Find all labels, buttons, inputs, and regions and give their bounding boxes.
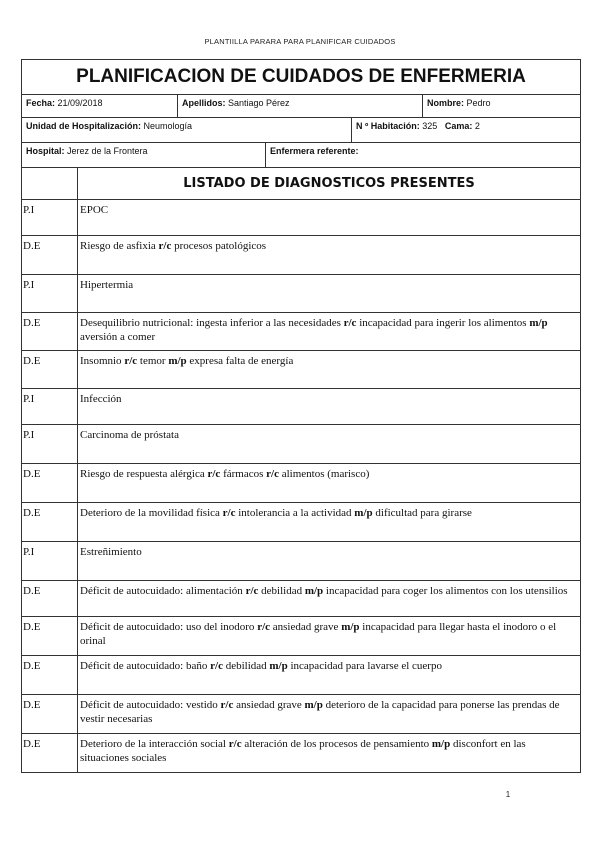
unidad-value: Neumología [141,121,193,131]
diagnosis-code: D.E [22,656,78,694]
diagnosis-phrase: Déficit de autocuidado: baño [80,660,211,672]
diagnosis-phrase: disconfort en las situaciones sociales [80,738,526,764]
diagnosis-code: D.E [22,695,78,733]
diagnosis-phrase: expresa falta de energía [186,355,294,367]
hospital-label: Hospital: [26,146,65,156]
diagnosis-code: D.E [22,617,78,655]
diagnosis-text [78,542,580,580]
diagnosis-phrase: debilidad [222,660,270,672]
diagnosis-connector: r/c [210,660,223,672]
diagnosis-phrase: Desequilibrio nutricional: ingesta inferior a las necesidades [80,317,344,329]
diagnosis-row [22,464,580,503]
diagnosis-phrase: Estreñimiento [80,546,142,558]
diagnosis-code: D.E [22,236,78,274]
diagnosis-phrase: Riesgo de respuesta alérgica [80,468,208,480]
diagnosis-connector: m/p [304,699,323,711]
diagnosis-phrase: Infección [80,393,122,405]
page-number: 1 [505,790,511,799]
diagnosis-text [78,236,580,274]
diagnosis-code: P.I [22,200,78,235]
diagnosis-phrase: alimentos (marisco) [278,468,370,480]
patient-info-row-2 [22,118,580,143]
diagnosis-code: D.E [22,351,78,388]
diagnosis-text [78,581,580,616]
diagnosis-text [78,734,580,772]
diagnosis-connector: m/p [431,738,451,750]
diagnosis-code: P.I [22,425,78,463]
diagnosis-text [78,351,580,388]
apellidos-value: Santiago Pérez [225,98,290,108]
enfermera-label: Enfermera referente: [270,146,359,156]
diagnosis-text [78,425,580,463]
diagnosis-connector: r/c [228,738,242,750]
diagnosis-connector: r/c [222,507,236,519]
unidad-label: Unidad de Hospitalización: [26,121,142,131]
diagnosis-phrase: dificultad para girarse [372,507,472,519]
fecha-value: 21/09/2018 [55,98,103,108]
diagnosis-connector: m/p [341,621,360,633]
fecha-cell [22,95,178,117]
diagnosis-connector: r/c [245,585,259,597]
diagnosis-connector: r/c [266,468,279,480]
page-header: PLANTIILLA PARARA PARA PLANIFICAR CUIDADOS [204,37,396,46]
diagnosis-row [22,200,580,236]
diagnosis-text [78,275,580,312]
diagnosis-phrase: incapacidad para coger los alimentos con los utensilios [323,585,568,597]
diagnosis-connector: m/p [354,507,373,519]
diagnosis-connector: m/p [269,660,288,672]
diagnosis-phrase: debilidad [258,585,305,597]
diagnosis-text [78,464,580,502]
diagnosis-text [78,389,580,424]
diagnosis-row [22,236,580,275]
diagnosis-connector: r/c [343,317,357,329]
diagnosis-row [22,656,580,695]
diagnosis-code: P.I [22,389,78,424]
diagnosis-connector: m/p [529,317,548,329]
diagnosis-text [78,200,580,235]
diagnosis-connector: r/c [257,621,271,633]
diagnosis-phrase: alteración de los procesos de pensamiento [241,738,432,750]
diagnosis-text [78,617,580,655]
diagnoses-list [22,200,580,772]
diagnosis-connector: r/c [207,468,221,480]
diagnosis-phrase: Riesgo de asfixia [80,240,159,252]
diagnosis-phrase: aversión a comer [80,331,156,343]
diagnosis-text [78,503,580,541]
diagnosis-phrase: deterioro de la capacidad para ponerse las prendas de vestir necesarias [80,699,560,725]
diagnosis-phrase: EPOC [80,204,109,216]
patient-info-row-3 [22,143,580,168]
diagnosis-text [78,656,580,694]
diagnosis-code: D.E [22,464,78,502]
diagnosis-code: P.I [22,542,78,580]
patient-info-row-1 [22,95,580,118]
diagnosis-phrase: Hipertermia [80,279,134,291]
habitacion-value: 325 [419,121,438,131]
diagnosis-row [22,351,580,389]
diagnosis-row [22,581,580,617]
hospital-cell [22,143,266,167]
diagnosis-phrase: Deterioro de la interacción social [80,738,229,750]
care-plan-form [21,59,581,773]
diagnosis-row [22,503,580,542]
diagnosis-code: D.E [22,503,78,541]
diagnosis-phrase: temor [137,355,169,367]
diagnosis-phrase: Carcinoma de próstata [80,429,179,441]
nombre-cell [423,95,580,117]
diagnosis-phrase: ansiedad grave [233,699,305,711]
diagnoses-header-row [22,168,580,200]
diagnosis-text [78,695,580,733]
diagnosis-phrase: intolerancia a la actividad [235,507,355,519]
diagnosis-code: D.E [22,313,78,350]
diagnosis-connector: m/p [168,355,187,367]
form-title: PLANIFICACION DE CUIDADOS DE ENFERMERIA [22,60,580,95]
diagnosis-code: P.I [22,275,78,312]
code-column-header [22,168,78,199]
diagnosis-phrase: ansiedad grave [270,621,342,633]
diagnosis-phrase: Déficit de autocuidado: vestido [80,699,221,711]
diagnoses-list-title: LISTADO DE DIAGNOSTICOS PRESENTES [183,176,475,191]
diagnosis-phrase: Insomnio [80,355,125,367]
diagnosis-code: D.E [22,734,78,772]
diagnosis-phrase: Deterioro de la movilidad física [80,507,223,519]
diagnosis-row [22,695,580,734]
diagnosis-phrase: incapacidad para llegar hasta el inodoro o el orinal [80,621,557,647]
apellidos-label: Apellidos: [182,98,226,108]
diagnosis-row [22,734,580,772]
unidad-cell [22,118,352,142]
diagnosis-connector: r/c [220,699,234,711]
diagnosis-row [22,425,580,464]
diagnosis-code: D.E [22,581,78,616]
diagnosis-row [22,617,580,656]
diagnosis-connector: r/c [158,240,172,252]
diagnosis-phrase: incapacidad para ingerir los alimentos [356,317,530,329]
diagnosis-connector: r/c [124,355,138,367]
nombre-label: Nombre: [427,98,465,108]
hospital-value: Jerez de la Frontera [64,146,148,156]
diagnosis-row [22,542,580,581]
nombre-value: Pedro [464,98,491,108]
diagnosis-text [78,313,580,350]
cama-value: 2 [472,121,480,131]
diagnosis-row [22,389,580,425]
diagnosis-row [22,275,580,313]
diagnosis-row [22,313,580,351]
apellidos-cell [178,95,423,117]
enfermera-cell [266,143,580,167]
diagnosis-phrase: Déficit de autocuidado: uso del inodoro [80,621,258,633]
diagnosis-phrase: incapacidad para lavarse el cuerpo [287,660,442,672]
diagnosis-phrase: fármacos [220,468,267,480]
habitacion-cell [352,118,580,142]
diagnosis-phrase: procesos patológicos [171,240,267,252]
habitacion-label: N º Habitación: [356,121,420,131]
diagnosis-phrase: Déficit de autocuidado: alimentación [80,585,246,597]
cama-label: Cama: [444,121,473,131]
fecha-label: Fecha: [26,98,56,108]
diagnosis-connector: m/p [304,585,324,597]
